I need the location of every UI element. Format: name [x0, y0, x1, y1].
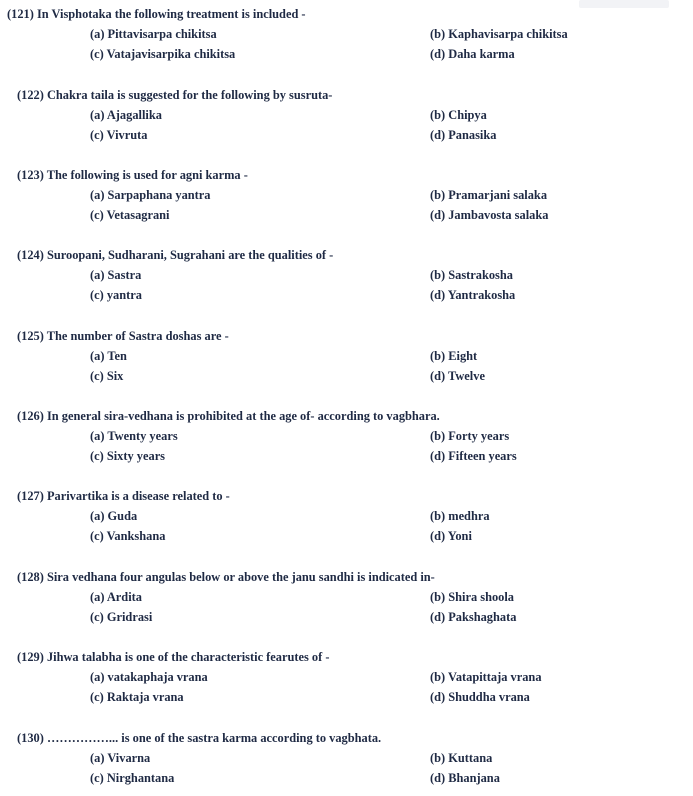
question-text: Parivartika is a disease related to -	[46, 489, 230, 503]
question-number: (123)	[17, 168, 44, 182]
question-text: In general sira-vedhana is prohibited at the age of- according to vagbhara.	[46, 409, 440, 423]
question-129	[0, 649, 693, 715]
option-a: (a) Twenty years	[90, 429, 178, 443]
question-text: Sira vedhana four angulas below or above the janu sandhi is indicated in-	[46, 570, 435, 584]
question-127	[0, 488, 693, 554]
question-number: (125)	[17, 329, 44, 343]
option-b: (b) Eight	[430, 349, 478, 363]
option-a: (a) Sastra	[90, 268, 142, 282]
question-stem	[17, 247, 333, 263]
option-d: (d) Daha karma	[430, 47, 515, 61]
option-c: (c) Vankshana	[90, 529, 166, 543]
option-d: (d) Yantrakosha	[430, 288, 516, 302]
question-text: Suroopani, Sudharani, Sugrahani are the qualities of -	[46, 248, 334, 262]
option-c: (c) Vetasagrani	[90, 208, 170, 222]
question-stem	[7, 6, 306, 22]
option-b: (b) Pramarjani salaka	[430, 188, 548, 202]
question-121	[0, 6, 693, 72]
option-c: (c) Raktaja vrana	[90, 690, 184, 704]
question-stem	[17, 730, 381, 746]
question-number: (128)	[17, 570, 44, 584]
option-b: (b) Forty years	[430, 429, 510, 443]
option-b: (b) Chipya	[430, 108, 487, 122]
question-stem	[17, 649, 329, 665]
question-123	[0, 167, 693, 233]
question-stem	[17, 328, 229, 344]
question-125	[0, 328, 693, 394]
option-a: (a) Ten	[90, 349, 127, 363]
option-c: (c) Vivruta	[90, 128, 148, 142]
option-a: (a) Pittavisarpa chikitsa	[90, 27, 217, 41]
question-number: (127)	[17, 489, 44, 503]
option-b: (b) Kuttana	[430, 751, 493, 765]
question-stem	[17, 167, 248, 183]
option-a: (a) Sarpaphana yantra	[90, 188, 211, 202]
option-c: (c) Nirghantana	[90, 771, 175, 785]
option-c: (c) Gridrasi	[90, 610, 153, 624]
option-c: (c) yantra	[90, 288, 142, 302]
option-d: (d) Shuddha vrana	[430, 690, 530, 704]
question-text: The following is used for agni karma -	[46, 168, 248, 182]
question-stem	[17, 408, 440, 424]
question-number: (130)	[17, 731, 44, 745]
option-a: (a) Ajagallika	[90, 108, 162, 122]
question-text: Jihwa talabha is one of the characteristic fearutes of -	[46, 650, 330, 664]
question-stem	[17, 87, 332, 103]
question-number: (124)	[17, 248, 44, 262]
option-d: (d) Pakshaghata	[430, 610, 517, 624]
question-number: (121)	[7, 7, 34, 21]
option-b: (b) Vatapittaja vrana	[430, 670, 542, 684]
question-stem	[17, 569, 435, 585]
option-c: (c) Vatajavisarpika chikitsa	[90, 47, 236, 61]
option-a: (a) Guda	[90, 509, 138, 523]
question-number: (122)	[17, 88, 44, 102]
option-d: (d) Twelve	[430, 369, 485, 383]
option-b: (b) medhra	[430, 509, 490, 523]
option-a: (a) vatakaphaja vrana	[90, 670, 208, 684]
question-text: In Visphotaka the following treatment is included -	[36, 7, 306, 21]
question-130	[0, 730, 693, 796]
option-a: (a) Ardita	[90, 590, 142, 604]
question-stem	[17, 488, 230, 504]
question-124	[0, 247, 693, 313]
option-d: (d) Fifteen years	[430, 449, 517, 463]
option-a: (a) Vivarna	[90, 751, 151, 765]
question-126	[0, 408, 693, 474]
option-d: (d) Panasika	[430, 128, 497, 142]
question-number: (129)	[17, 650, 44, 664]
question-text: Chakra taila is suggested for the following by susruta-	[46, 88, 333, 102]
option-b: (b) Kaphavisarpa chikitsa	[430, 27, 568, 41]
option-b: (b) Sastrakosha	[430, 268, 513, 282]
question-text: The number of Sastra doshas are -	[46, 329, 229, 343]
option-c: (c) Sixty years	[90, 449, 166, 463]
option-b: (b) Shira shoola	[430, 590, 514, 604]
option-d: (d) Jambavosta salaka	[430, 208, 549, 222]
option-d: (d) Yoni	[430, 529, 472, 543]
question-122	[0, 87, 693, 153]
question-text: ……………... is one of the sastra karma according to vagbhata.	[46, 731, 382, 745]
question-number: (126)	[17, 409, 44, 423]
question-128	[0, 569, 693, 635]
option-c: (c) Six	[90, 369, 124, 383]
option-d: (d) Bhanjana	[430, 771, 500, 785]
